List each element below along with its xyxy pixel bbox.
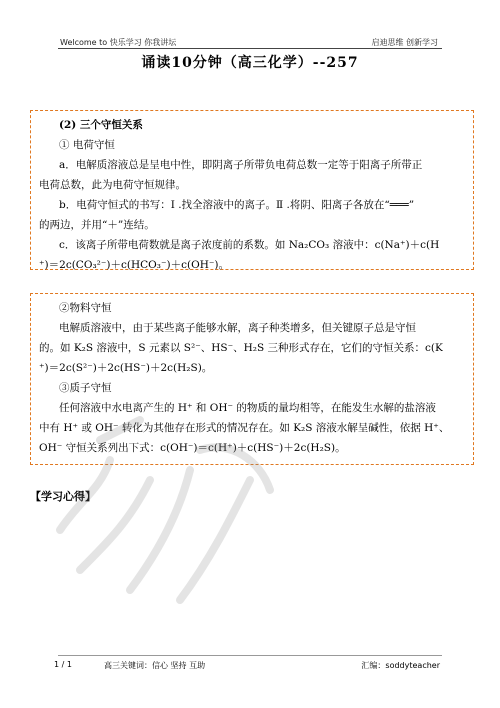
paragraph-line: OH⁻ 守恒关系列出下式：c(OH⁻)＝c(H⁺)＋c(HS⁻)＋2c(H₂S)。 xyxy=(39,442,346,454)
section-heading: (2) 三个守恒关系 xyxy=(59,119,143,131)
study-notes-heading: 【学习心得】 xyxy=(30,490,96,503)
material-proton-conservation-box xyxy=(30,293,474,465)
paragraph-line: ⁺)＝2c(CO₃²⁻)＋c(HCO₃⁻)＋c(OH⁻)。 xyxy=(39,259,229,271)
paragraph-line: 任何溶液中水电离产生的 H⁺ 和 OH⁻ 的物质的量均相等，在能发生水解的盐溶液 xyxy=(59,402,436,414)
paragraph-line: b．电荷守恒式的书写：Ⅰ .找全溶液中的离子。Ⅱ .将阴、阳离子各放在“═══” xyxy=(59,199,415,211)
subsection-heading: ③质子守恒 xyxy=(59,382,112,394)
footer-divider xyxy=(58,655,442,656)
footer-author: 汇编：soddyteacher xyxy=(361,661,440,670)
paragraph-line: ⁺)＝2c(S²⁻)＋2c(HS⁻)＋2c(H₂S)。 xyxy=(39,362,213,374)
header-divider xyxy=(58,48,442,49)
subsection-heading: ②物料守恒 xyxy=(59,302,112,314)
paragraph-line: 电解质溶液中，由于某些离子能够水解，离子种类增多，但关键原子总是守恒 xyxy=(59,322,416,334)
paragraph-line: 的两边，并用“＋”连结。 xyxy=(39,219,155,231)
paragraph-line: 中有 H⁺ 或 OH⁻ 转化为其他存在形式的情况存在。如 K₂S 溶液水解呈碱性，依据 H⁺、 xyxy=(39,422,450,434)
header-left-text: Welcome to 快乐学习 你我讲坛 xyxy=(60,38,177,47)
paragraph-line: 的。如 K₂S 溶液中，S 元素以 S²⁻、HS⁻、H₂S 三种形式存在，它们的守恒关系：c(K xyxy=(39,342,443,354)
subsection-heading: ① 电荷守恒 xyxy=(59,139,115,151)
page-title: 诵读10分钟（高三化学）--257 xyxy=(141,55,359,71)
footer-keywords: 高三关键词：信心 坚持 互助 xyxy=(104,661,206,670)
paragraph-line: c．该离子所带电荷数就是离子浓度前的系数。如 Na₂CO₃ 溶液中：c(Na⁺)＋c(H xyxy=(59,239,440,251)
paragraph-line: a．电解质溶液总是呈电中性，即阴离子所带负电荷总数一定等于阳离子所带正 xyxy=(59,159,423,171)
paragraph-line: 电荷总数，此为电荷守恒规律。 xyxy=(39,179,186,191)
charge-conservation-box xyxy=(30,110,474,270)
page-number: 1 / 1 xyxy=(54,660,72,669)
header-right-text: 启迪思维 创新学习 xyxy=(371,38,438,47)
